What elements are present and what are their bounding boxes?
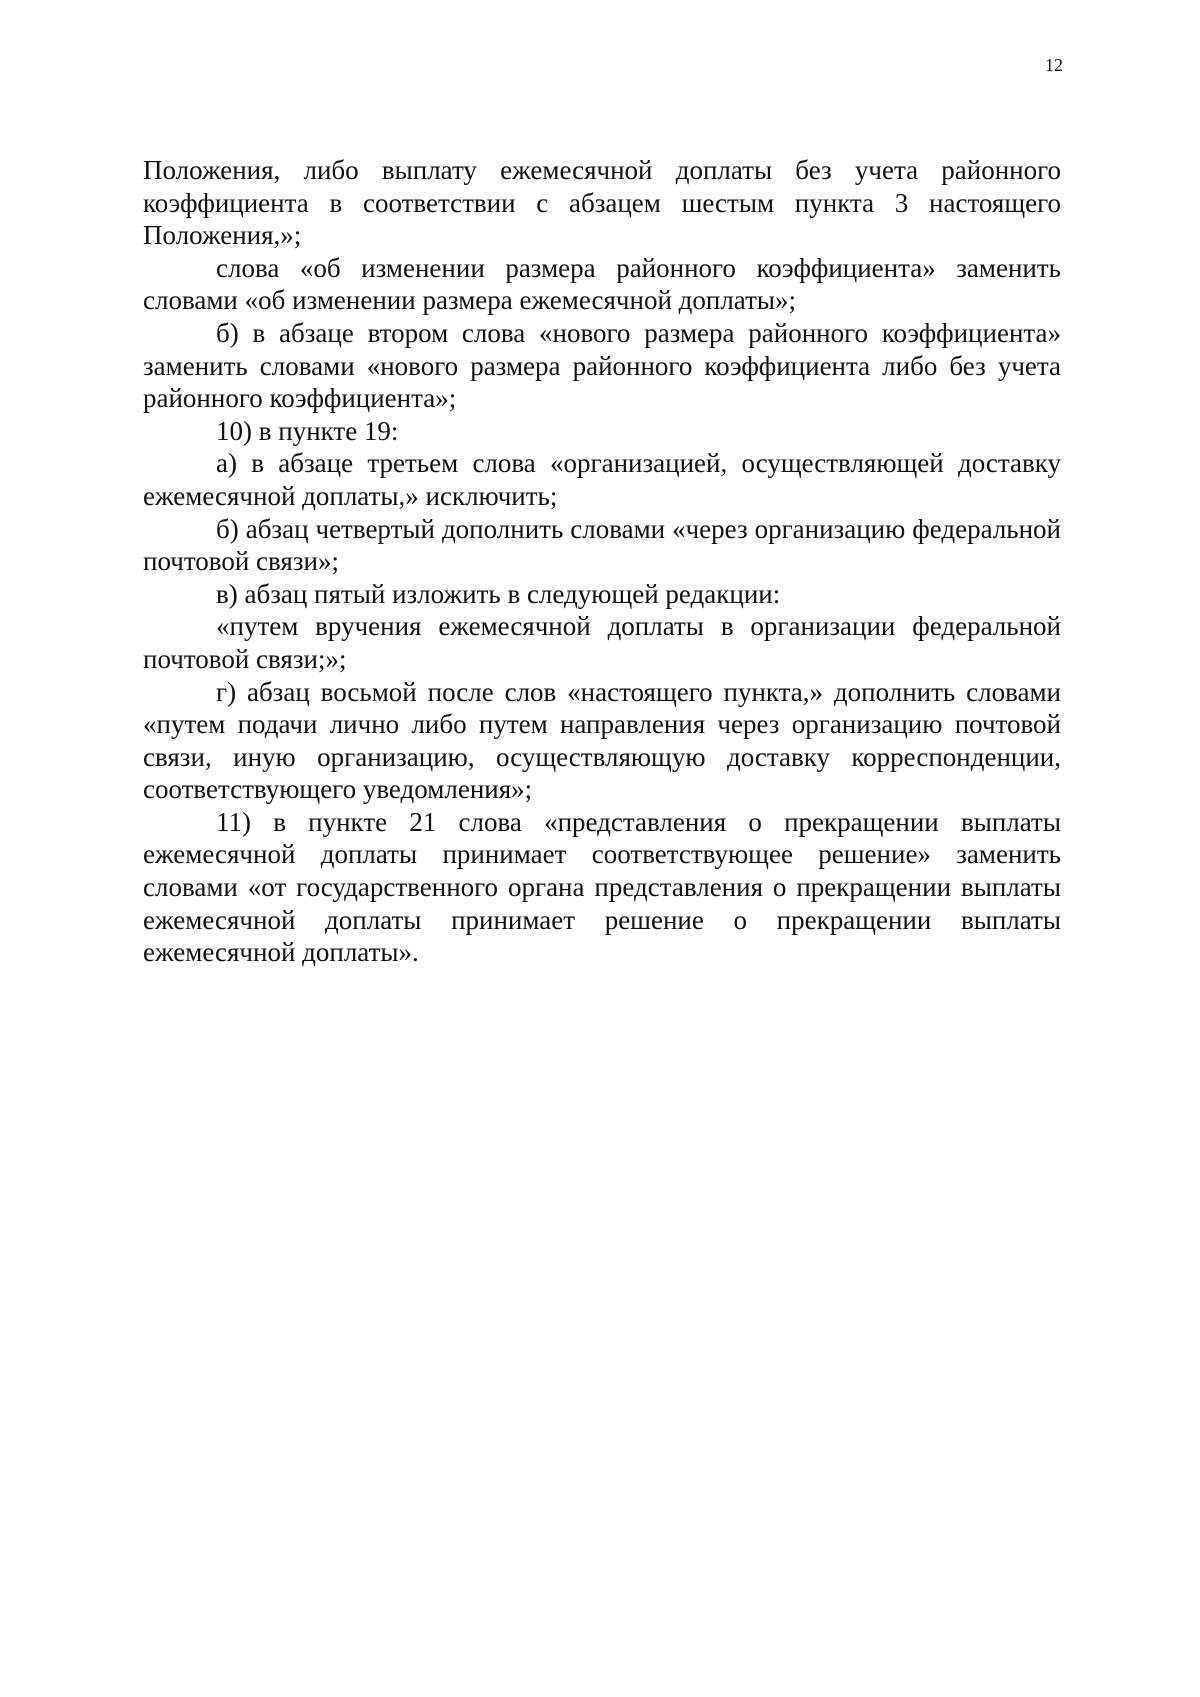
paragraph-words-replacement: слова «об изменении размера районного коэффициента» заменить словами «об изменении размера ежемесячной доплаты»; xyxy=(143,252,1061,316)
page-number: 12 xyxy=(1045,55,1063,75)
paragraph-item-a-third-abzac: а) в абзаце третьем слова «организацией, осуществляющей доставку ежемесячной доплаты,» исключить; xyxy=(143,448,1061,511)
paragraph-item-g-eighth-abzac: г) абзац восьмой после слов «настоящего пункта,» дополнить словами «путем подачи лично либо путем направления через организацию почтовой связи, иную организацию, осуществляющую доставку корреспонденции, соответствующего уведомления»; xyxy=(143,676,1061,805)
paragraph-item-v-fifth-abzac: в) абзац пятый изложить в следующей редакции: xyxy=(216,578,781,609)
paragraph-item-10: 10) в пункте 19: xyxy=(216,415,399,446)
paragraph-item-11: 11) в пункте 21 слова «представления о прекращении выплаты ежемесячной доплаты принимает соответствующее решение» заменить словами «от государственного органа представления о прекращении выплаты ежемесячной доплаты принимает решение о прекращении выплаты ежемесячной доплаты». xyxy=(143,806,1061,968)
paragraph-item-b-second-abzac: б) в абзаце втором слова «нового размера районного коэффициента» заменить словами «нового размера районного коэффициента либо без учета районного коэффициента»; xyxy=(143,317,1061,414)
paragraph-new-wording: «путем вручения ежемесячной доплаты в организации федеральной почтовой связи;»; xyxy=(143,611,1061,674)
document-body xyxy=(143,154,1061,969)
paragraph-item-b-fourth-abzac: б) абзац четвертый дополнить словами «через организацию федеральной почтовой связи»; xyxy=(143,513,1061,577)
paragraph-continuation: Положения, либо выплату ежемесячной доплаты без учета районного коэффициента в соответствии с абзацем шестым пункта 3 настоящего Положения,»; xyxy=(143,155,1061,251)
